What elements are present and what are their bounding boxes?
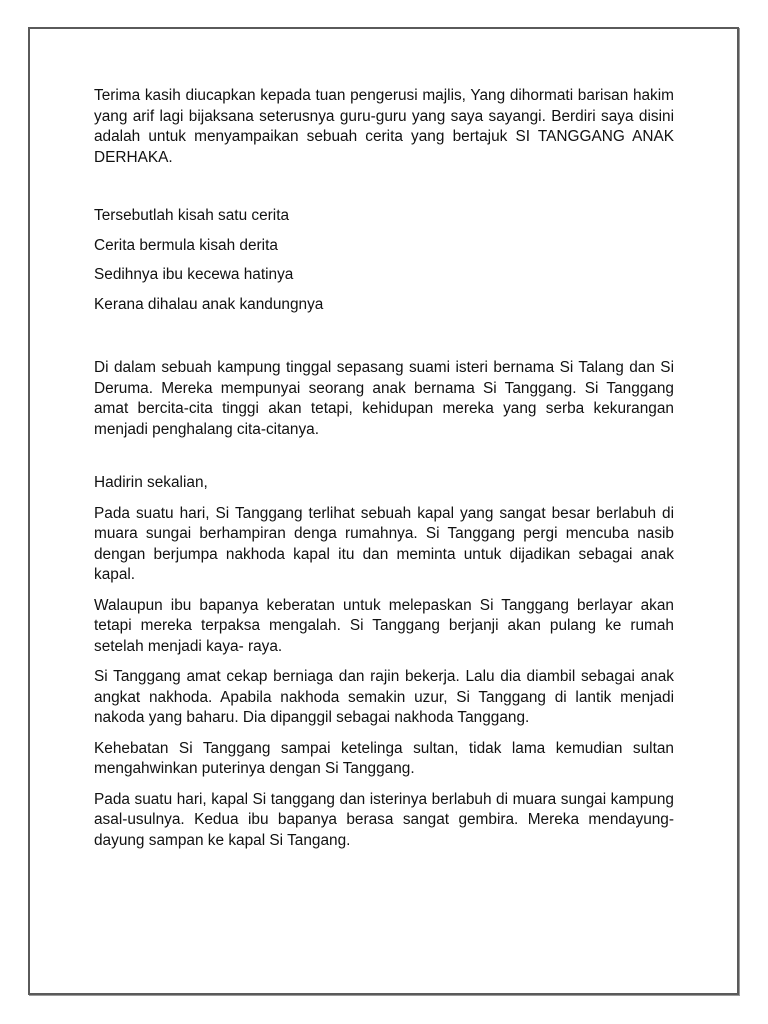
story-paragraph-2: Pada suatu hari, Si Tanggang terlihat sebuah kapal yang sangat besar berlabuh di muara sungai berhampiran denga rumahnya. Si Tanggang pergi mencuba nasib dengan berjumpa nakhoda kapal itu dan meminta untuk dijadikan sebagai anak kapal.: [94, 504, 674, 583]
story-paragraph-4: Si Tanggang amat cekap berniaga dan rajin bekerja. Lalu dia diambil sebagai anak angkat nakhoda. Apabila nakhoda semakin uzur, Si Tanggang di lantik menjadi nakoda yang baharu. Dia dipanggil sebagai nakhoda Tanggang.: [94, 668, 674, 726]
verse-block: [94, 201, 674, 319]
story-paragraph-3: Walaupun ibu bapanya keberatan untuk melepaskan Si Tanggang berlayar akan tetapi mereka terpaksa mengalah. Si Tanggang berjanji akan pulang ke rumah setelah menjadi kaya- raya.: [94, 596, 674, 655]
verse-line: Cerita bermula kisah derita: [94, 236, 278, 254]
document-body: [94, 86, 674, 851]
verse-line: Sedihnya ibu kecewa hatinya: [94, 266, 294, 283]
story-paragraph-5: Kehebatan Si Tanggang sampai ketelinga sultan, tidak lama kemudian sultan mengahwinkan puterinya dengan Si Tanggang.: [94, 739, 674, 777]
verse-line: Tersebutlah kisah satu cerita: [94, 207, 290, 224]
story-paragraph-1: Di dalam sebuah kampung tinggal sepasang suami isteri bernama Si Talang dan Si Deruma. Mereka mempunyai seorang anak bernama Si Tanggang. Si Tanggang amat bercita-cita tinggi akan tetapi, kehidupan mereka yang serba kekurangan menjadi penghalang cita-citanya.: [94, 359, 674, 438]
intro-paragraph: Terima kasih diucapkan kepada tuan pengerusi majlis, Yang dihormati barisan hakim yang arif lagi bijaksana seterusnya guru-guru yang saya sayangi. Berdiri saya disini adalah untuk menyampaikan sebuah cerita yang bertajuk SI TANGGANG ANAK DERHAKA.: [94, 87, 674, 166]
greeting-line: Hadirin sekalian,: [94, 474, 208, 491]
verse-line: Kerana dihalau anak kandungnya: [94, 295, 324, 313]
story-paragraph-6: Pada suatu hari, kapal Si tanggang dan isterinya berlabuh di muara sungai kampung asal-usulnya. Kedua ibu bapanya berasa sangat gembira. Mereka mendayung-dayung sampan ke kapal Si Tangang.: [94, 790, 674, 849]
